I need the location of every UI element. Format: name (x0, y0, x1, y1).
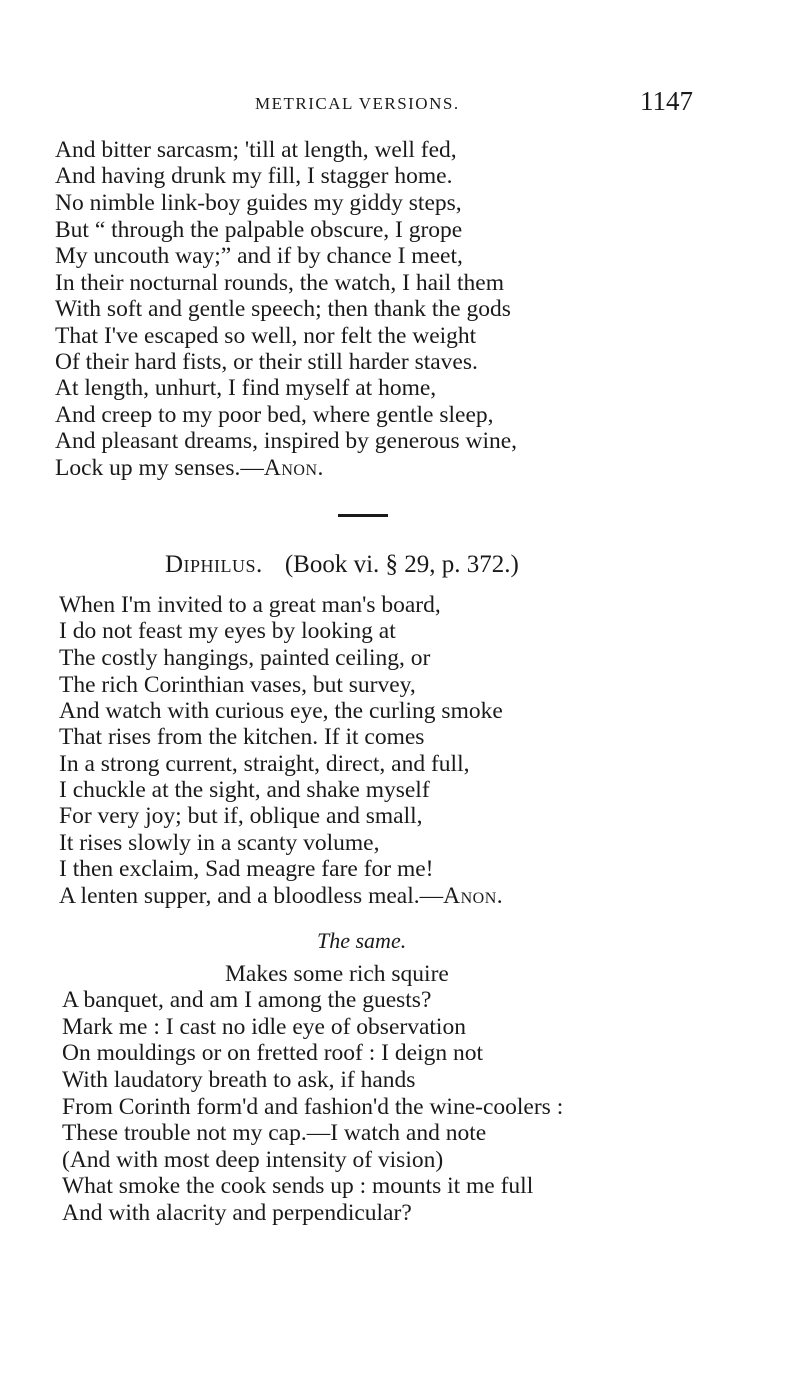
attribution: Anon. (263, 455, 324, 481)
verse-line: And bitter sarcasm; 'till at length, well fed, (55, 137, 457, 163)
verse-line: No nimble link-boy guides my giddy steps, (55, 190, 462, 216)
running-title: METRICAL VERSIONS. (255, 94, 460, 113)
verse-line: With laudatory breath to ask, if hands (62, 1067, 416, 1093)
verse-line: For very joy; but if, oblique and small, (59, 803, 423, 829)
verse-line: Mark me : I cast no idle eye of observation (62, 1014, 466, 1040)
verse-line: What smoke the cook sends up : mounts it me full (62, 1173, 534, 1199)
author-name: Diphilus. (165, 551, 263, 578)
section-divider (338, 514, 388, 517)
verse-text: Lock up my senses.— (55, 455, 264, 481)
verse-line: It rises slowly in a scanty volume, (59, 830, 380, 856)
source-reference: (Book vi. § 29, p. 372.) (284, 551, 519, 578)
verse-line: (And with most deep intensity of vision) (62, 1147, 444, 1173)
verse-line: And pleasant dreams, inspired by generous wine, (55, 428, 518, 454)
verse-text: A lenten supper, and a bloodless meal.— (59, 883, 444, 909)
verse-line: These trouble not my cap.—I watch and note (62, 1120, 487, 1146)
verse-line: When I'm invited to a great man's board, (59, 592, 441, 618)
verse-line-final (55, 455, 324, 482)
verse-line: That rises from the kitchen. If it comes (59, 724, 425, 750)
verse-line: And with alacrity and perpendicular? (62, 1200, 412, 1226)
verse-line: I then exclaim, Sad meagre fare for me! (59, 856, 434, 882)
verse-line: I chuckle at the sight, and shake myself (59, 777, 430, 803)
verse-line: Of their hard fists, or their still harder staves. (55, 349, 478, 375)
page-number: 1147 (640, 86, 693, 116)
verse-line: In a strong current, straight, direct, and full, (59, 751, 470, 777)
verse-line: From Corinth form'd and fashion'd the wine-coolers : (62, 1094, 564, 1120)
verse-line: That I've escaped so well, nor felt the weight (55, 323, 477, 349)
verse-line-final (59, 883, 503, 910)
attribution: Anon. (443, 883, 504, 909)
verse-line: A banquet, and am I among the guests? (62, 987, 432, 1013)
verse-line: The rich Corinthian vases, but survey, (59, 672, 416, 698)
verse-line: On mouldings or on fretted roof : I deign not (62, 1040, 483, 1066)
verse-line: In their nocturnal rounds, the watch, I hail them (55, 270, 504, 296)
verse-line: I do not feast my eyes by looking at (59, 618, 396, 644)
running-header (0, 86, 792, 122)
verse-line: But “ through the palpable obscure, I grope (55, 217, 463, 243)
verse-line: My uncouth way;” and if by chance I meet, (55, 243, 463, 269)
verse-line: Makes some rich squire (225, 961, 449, 987)
verse-line: And having drunk my fill, I stagger home. (55, 163, 453, 189)
verse-line: And watch with curious eye, the curling smoke (59, 698, 503, 724)
verse-line: With soft and gentle speech; then thank the gods (55, 296, 511, 322)
section-heading (165, 551, 519, 579)
verse-line: At length, unhurt, I find myself at home, (55, 375, 437, 401)
subheading: The same. (317, 928, 407, 953)
verse-line: And creep to my poor bed, where gentle sleep, (55, 402, 494, 428)
verse-line: The costly hangings, painted ceiling, or (59, 645, 431, 671)
